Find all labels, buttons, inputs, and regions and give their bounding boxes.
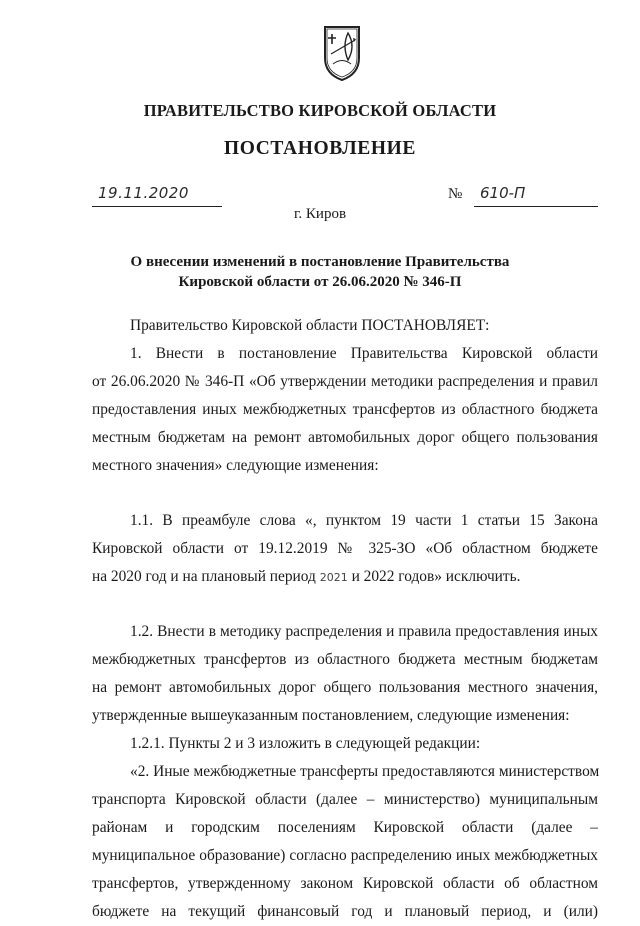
document-date: 19.11.2020 (98, 184, 189, 202)
body-line-part: и 2022 годов» исключить. (351, 568, 521, 585)
body-line: районам и городским поселениям Кировской области (далее – (92, 819, 598, 836)
organization-title: ПРАВИТЕЛЬСТВО КИРОВСКОЙ ОБЛАСТИ (143, 101, 497, 120)
body-line: Кировской области от 19.12.2019 № 325-ЗО «Об областном бюджете (92, 540, 598, 557)
document-type: ПОСТАНОВЛЕНИЕ (223, 138, 417, 159)
paragraph-gap (92, 591, 598, 618)
kirov-coat-of-arms-icon (322, 24, 362, 82)
margin-mark: 2021 (319, 571, 348, 584)
body-line: утвержденные вышеуказанным постановлением, следующие изменения: (92, 707, 570, 724)
body-line: муниципальное образование) согласно распределению иных межбюджетных (92, 847, 598, 864)
body-line: 1.1. В преамбуле слова «, пунктом 19 части 1 статьи 15 Закона (130, 512, 598, 529)
body-line: 1. Внести в постановление Правительства Кировской области (130, 345, 598, 362)
paragraph-gap (92, 480, 598, 507)
body-line: предоставления иных межбюджетных трансфертов из областного бюджета (92, 401, 598, 418)
number-field (474, 186, 598, 207)
body-line: бюджете на текущий финансовый год и плановый период, и (или) (92, 903, 598, 920)
body-line (92, 563, 598, 591)
body-line: местного значения» следующие изменения: (92, 457, 379, 474)
body-line-part: на 2020 год и на плановый период (92, 568, 316, 585)
body-line: межбюджетных трансфертов из областного бюджета местным бюджетам (92, 651, 598, 668)
body-line: от 26.06.2020 № 346-П «Об утверждении методики распределения и правил (92, 373, 598, 390)
body-line: на ремонт автомобильных дорог общего пользования местного значения, (92, 679, 598, 696)
body-line: 1.2.1. Пункты 2 и 3 изложить в следующей редакции: (130, 735, 481, 752)
number-sign: № (448, 186, 463, 202)
document-body (92, 312, 598, 926)
city: г. Киров (293, 206, 347, 222)
subject-line: О внесении изменений в постановление Правительства (130, 254, 510, 270)
date-field (92, 186, 222, 207)
body-line: «2. Иные межбюджетные трансферты предоставляются министерством (130, 763, 600, 780)
body-line: трансфертов, утвержденному законом Кировской области об областном (92, 875, 598, 892)
subject-line: Кировской области от 26.06.2020 № 346-П (178, 274, 462, 290)
document-number: 610-П (480, 184, 526, 202)
document-subject (100, 252, 540, 292)
body-line: 1.2. Внести в методику распределения и правила предоставления иных (130, 623, 598, 640)
body-line: местным бюджетам на ремонт автомобильных дорог общего пользования (92, 429, 598, 446)
body-line: транспорта Кировской области (далее – министерство) муниципальным (92, 791, 598, 808)
body-line: Правительство Кировской области ПОСТАНОВЛЯЕТ: (130, 317, 490, 334)
